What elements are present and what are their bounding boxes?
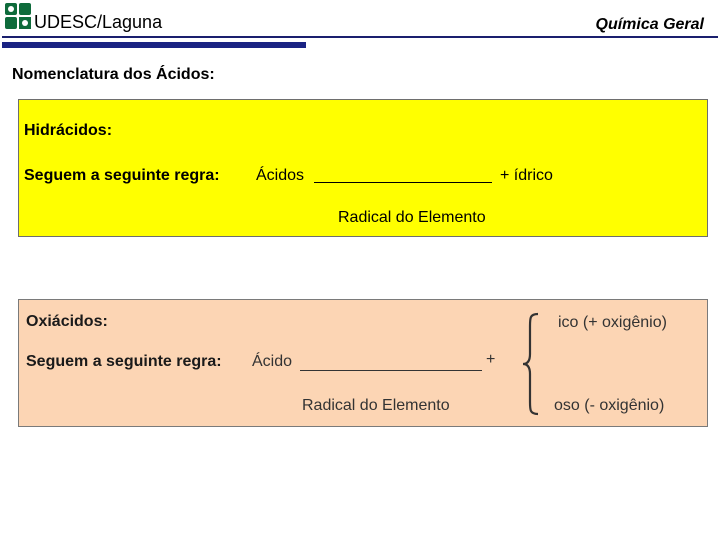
hidracidos-heading: Hidrácidos: (24, 122, 113, 139)
curly-brace-icon (522, 312, 544, 416)
course-title: Química Geral (595, 16, 704, 33)
oxiacidos-heading: Oxiácidos: (26, 313, 108, 330)
hidracidos-radical-label: Radical do Elemento (338, 209, 486, 226)
page-title: Nomenclatura dos Ácidos: (12, 66, 215, 83)
oxiacidos-radical-label: Radical do Elemento (302, 397, 450, 414)
hidracidos-blank-line (314, 182, 492, 183)
oxiacidos-plus: + (486, 351, 496, 368)
header-accent-bar (2, 42, 306, 48)
oxiacidos-blank-line (300, 370, 482, 371)
oxiacidos-acid-word: Ácido (252, 353, 293, 370)
hidracidos-suffix: + ídrico (500, 167, 553, 184)
oxiacidos-option-ico: ico (+ oxigênio) (558, 314, 667, 331)
brand-name: UDESC/Laguna (34, 12, 163, 32)
hidracidos-rule-label: Seguem a seguinte regra: (24, 167, 220, 184)
udesc-logo-icon (4, 2, 32, 30)
hidracidos-acid-word: Ácidos (256, 167, 305, 184)
oxiacidos-rule-label: Seguem a seguinte regra: (26, 353, 222, 370)
header-divider (2, 36, 718, 38)
oxiacidos-option-oso: oso (- oxigênio) (554, 397, 665, 414)
